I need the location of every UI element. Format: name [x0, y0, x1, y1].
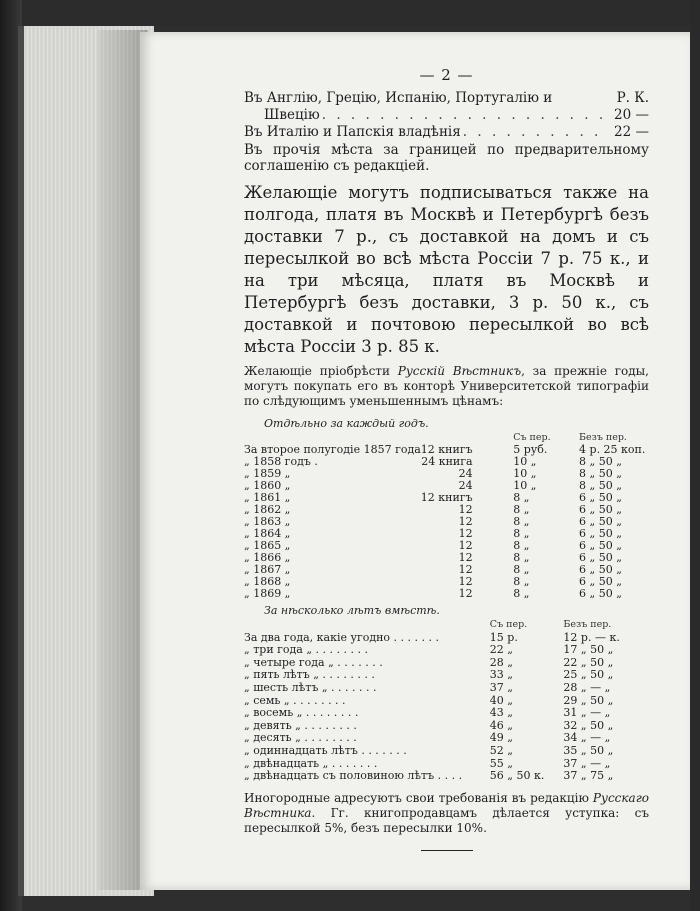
intro-text-1: Желающіе пріобрѣсти — [244, 364, 398, 378]
price-with-postage-cell: 10 „ — [513, 467, 537, 480]
price-with-postage-cell: 40 „ — [489, 693, 513, 707]
col-with-postage: Съ пер. — [513, 432, 551, 443]
footer-note — [244, 791, 649, 836]
price-with-postage-cell: 52 „ — [489, 743, 513, 757]
books-count-cell: 12 книгъ — [420, 443, 473, 456]
spacer-cell — [473, 480, 508, 492]
period-cell: „ три года „ . . . . . . . . — [244, 644, 369, 657]
other-places-note: Въ прочія мѣста за границей по предварительному соглашенію съ редакціей. — [244, 142, 649, 174]
price-with-postage-cell: 8 „ — [513, 515, 530, 528]
price-with-postage-cell: 10 „ — [513, 479, 537, 492]
books-count-cell: 12 — [458, 503, 473, 516]
price-with-postage-cell: 49 „ — [489, 731, 513, 745]
price-with-postage-cell: 56 „ 50 к. — [489, 769, 545, 783]
period-cell: „ 1863 „ — [244, 515, 291, 528]
books-count-cell: 12 — [458, 539, 473, 552]
price-with-postage-cell: 37 „ — [489, 680, 513, 694]
price-without-postage-cell: 6 „ 50 „ — [579, 587, 622, 600]
price-without-postage-cell: 6 „ 50 „ — [579, 539, 622, 552]
period-cell: „ девять „ . . . . . . . . — [244, 719, 357, 732]
spacer-cell — [473, 444, 508, 456]
journal-title: Русскій Вѣстникъ — [397, 364, 522, 378]
price-with-postage-cell: 8 „ — [513, 527, 530, 540]
period-cell: „ 1859 „ — [244, 467, 291, 480]
price-without-postage-cell: 6 „ 50 „ — [579, 575, 622, 588]
price-without-postage-cell: 8 „ 50 „ — [579, 455, 622, 468]
price-without-postage-cell: 6 „ 50 „ — [579, 551, 622, 564]
end-rule — [421, 850, 473, 851]
col-without-postage: Безъ пер. — [579, 432, 627, 443]
foreign-rate-value: 22 — — [614, 124, 649, 140]
spacer-cell — [473, 564, 508, 576]
price-with-postage-cell: 8 „ — [513, 539, 530, 552]
books-count-cell: 24 — [458, 479, 473, 492]
scan-top-border — [0, 0, 700, 26]
period-cell: „ 1864 „ — [244, 527, 291, 540]
period-cell: „ четыре года „ . . . . . . . — [244, 656, 383, 669]
price-without-postage-cell: 12 р. — к. — [563, 630, 620, 644]
price-without-postage-cell: 35 „ 50 „ — [563, 743, 614, 757]
single-years-title: Отдѣльно за каждый годъ. — [264, 417, 429, 430]
price-without-postage-cell: 34 „ — „ — [563, 731, 611, 745]
price-without-postage-cell: 29 „ 50 „ — [563, 693, 614, 707]
price-with-postage-cell: 8 „ — [513, 491, 530, 504]
col-with-postage: Съ пер. — [489, 619, 528, 630]
spacer-cell — [473, 456, 508, 468]
period-cell: „ 1861 „ — [244, 491, 291, 504]
price-with-postage-cell: 22 „ — [489, 643, 513, 657]
period-cell: „ 1858 годъ . — [244, 455, 318, 468]
foreign-rate-label: Въ Италію и Папскія владѣнія — [244, 124, 461, 140]
books-count-cell: 12 книгъ — [420, 491, 473, 504]
price-without-postage-cell: 6 „ 50 „ — [579, 503, 622, 516]
table-row — [244, 770, 649, 783]
period-cell: „ семь „ . . . . . . . . — [244, 694, 346, 707]
price-without-postage-cell: 6 „ 50 „ — [579, 563, 622, 576]
books-count-cell: 12 — [458, 527, 473, 540]
period-cell: „ 1865 „ — [244, 539, 291, 552]
leader-dots — [461, 124, 603, 141]
period-cell: „ 1860 „ — [244, 479, 291, 492]
price-with-postage-cell: 8 „ — [513, 551, 530, 564]
books-count-cell: 12 — [458, 575, 473, 588]
spacer-cell — [473, 492, 508, 504]
books-count-cell: 12 — [458, 515, 473, 528]
spacer-cell — [473, 540, 508, 552]
intro-text-2: , за прежніе годы, могутъ покупать его въ конторѣ Университетской типографіи по слѣдующимъ уменьшеннымъ цѣнамъ: — [244, 364, 649, 408]
col-without-postage: Безъ пер. — [563, 619, 612, 630]
price-without-postage-cell: 28 „ — „ — [563, 680, 611, 694]
period-cell: „ десять „ . . . . . . . . — [244, 732, 357, 745]
price-with-postage-cell: 55 „ — [489, 756, 513, 770]
foreign-rate-row — [244, 124, 649, 141]
footer-text-1: Иногородные адресуютъ свои требованія въ редакцію — [244, 790, 593, 805]
period-cell: „ двѣнадцать „ . . . . . . . — [244, 757, 378, 770]
table-header-row — [244, 619, 649, 632]
single-years-table — [244, 432, 649, 600]
price-without-postage-cell: 32 „ 50 „ — [563, 718, 614, 732]
spacer-cell — [473, 588, 508, 600]
multi-years-title: За нѣсколько лѣтъ вмѣстѣ. — [264, 604, 440, 617]
foreign-rate-row — [244, 90, 649, 107]
leader-dots — [320, 107, 603, 124]
table-row — [244, 707, 649, 720]
period-cell: „ двѣнадцать съ половиною лѣтъ . . . . — [244, 770, 463, 783]
period-cell: „ 1866 „ — [244, 551, 291, 564]
price-with-postage-cell: 8 „ — [513, 587, 530, 600]
period-cell: „ одиннадцать лѣтъ . . . . . . . — [244, 744, 407, 757]
price-without-postage-cell: 37 „ — „ — [563, 756, 611, 770]
price-without-postage-cell: 6 „ 50 „ — [579, 491, 622, 504]
price-with-postage-cell: 43 „ — [489, 706, 513, 720]
period-cell: „ пять лѣтъ „ . . . . . . . . — [244, 669, 375, 682]
foreign-rate-value: 20 — — [614, 107, 649, 123]
price-without-postage-cell: 22 „ 50 „ — [563, 655, 614, 669]
subscription-paragraph: Желающіе могутъ подписываться также на полгода, платя въ Москвѣ и Петербургѣ безъ доставки 7 р., съ доставкой на домъ и съ пересылкой во всѣ мѣста Россіи 7 р. 75 к., и на три мѣсяца, платя въ Москвѣ и Петербургѣ безъ доставки, 3 р. 50 к., съ доставкой и почтовою пересылкой во всѣ мѣста Россіи 3 р. 85 к. — [244, 183, 649, 356]
multi-years-table — [244, 619, 649, 783]
table-row — [244, 682, 649, 695]
price-with-postage-cell: 15 р. — [489, 630, 518, 644]
spacer-cell — [473, 576, 508, 588]
books-count-cell: 12 — [458, 587, 473, 600]
period-cell: „ восемь „ . . . . . . . . — [244, 707, 359, 720]
price-with-postage-cell: 8 „ — [513, 563, 530, 576]
price-with-postage-cell: 28 „ — [489, 655, 513, 669]
spacer-cell — [473, 504, 508, 516]
currency-header: Р. К. — [616, 90, 649, 106]
foreign-rate-row — [244, 107, 649, 124]
price-with-postage-cell: 8 „ — [513, 575, 530, 588]
price-without-postage-cell: 25 „ 50 „ — [563, 668, 614, 682]
table-row — [244, 644, 649, 657]
price-without-postage-cell: 8 „ 50 „ — [579, 467, 622, 480]
price-with-postage-cell: 33 „ — [489, 668, 513, 682]
price-with-postage-cell: 10 „ — [513, 455, 537, 468]
price-without-postage-cell: 17 „ 50 „ — [563, 643, 614, 657]
books-count-cell: 24 книга — [421, 455, 473, 468]
price-without-postage-cell: 6 „ 50 „ — [579, 515, 622, 528]
period-cell: „ 1867 „ — [244, 563, 291, 576]
scan-right-border — [690, 0, 700, 911]
price-with-postage-cell: 8 „ — [513, 503, 530, 516]
period-cell: „ шесть лѣтъ „ . . . . . . . — [244, 681, 377, 694]
price-with-postage-cell: 46 „ — [489, 718, 513, 732]
price-without-postage-cell: 8 „ 50 „ — [579, 479, 622, 492]
books-count-cell: 12 — [458, 551, 473, 564]
back-issues-intro — [244, 364, 649, 409]
page-number: — 2 — — [419, 66, 474, 84]
price-without-postage-cell: 4 р. 25 коп. — [579, 443, 646, 456]
foreign-rate-label-line2: Швецію — [264, 107, 320, 123]
price-without-postage-cell: 31 „ — „ — [563, 706, 611, 720]
table-row — [244, 588, 649, 600]
foreign-rate-label-line1: Въ Англію, Грецію, Испанію, Португалію и — [244, 90, 553, 106]
journal-title: Русскаго Вѣстника — [244, 790, 649, 820]
period-cell: За два года, какіе угодно . . . . . . . — [244, 631, 440, 644]
spacer-cell — [473, 528, 508, 540]
footer-text-2: . Гг. книгопродавцамъ дѣлается уступка: съ пересылкой 5%, безъ пересылки 10%. — [244, 805, 649, 835]
price-with-postage-cell: 5 руб. — [513, 443, 548, 456]
spacer-cell — [473, 468, 508, 480]
period-cell: „ 1869 „ — [244, 587, 291, 600]
books-count-cell: 24 — [458, 467, 473, 480]
period-cell: „ 1868 „ — [244, 575, 291, 588]
spacer-cell — [473, 516, 508, 528]
price-without-postage-cell: 6 „ 50 „ — [579, 527, 622, 540]
spacer-cell — [473, 552, 508, 564]
page-content — [244, 66, 649, 851]
period-cell: „ 1862 „ — [244, 503, 291, 516]
books-count-cell: 12 — [458, 563, 473, 576]
period-cell: За второе полугодіе 1857 года — [244, 443, 421, 456]
table-row — [244, 745, 649, 758]
price-without-postage-cell: 37 „ 75 „ — [563, 769, 614, 783]
